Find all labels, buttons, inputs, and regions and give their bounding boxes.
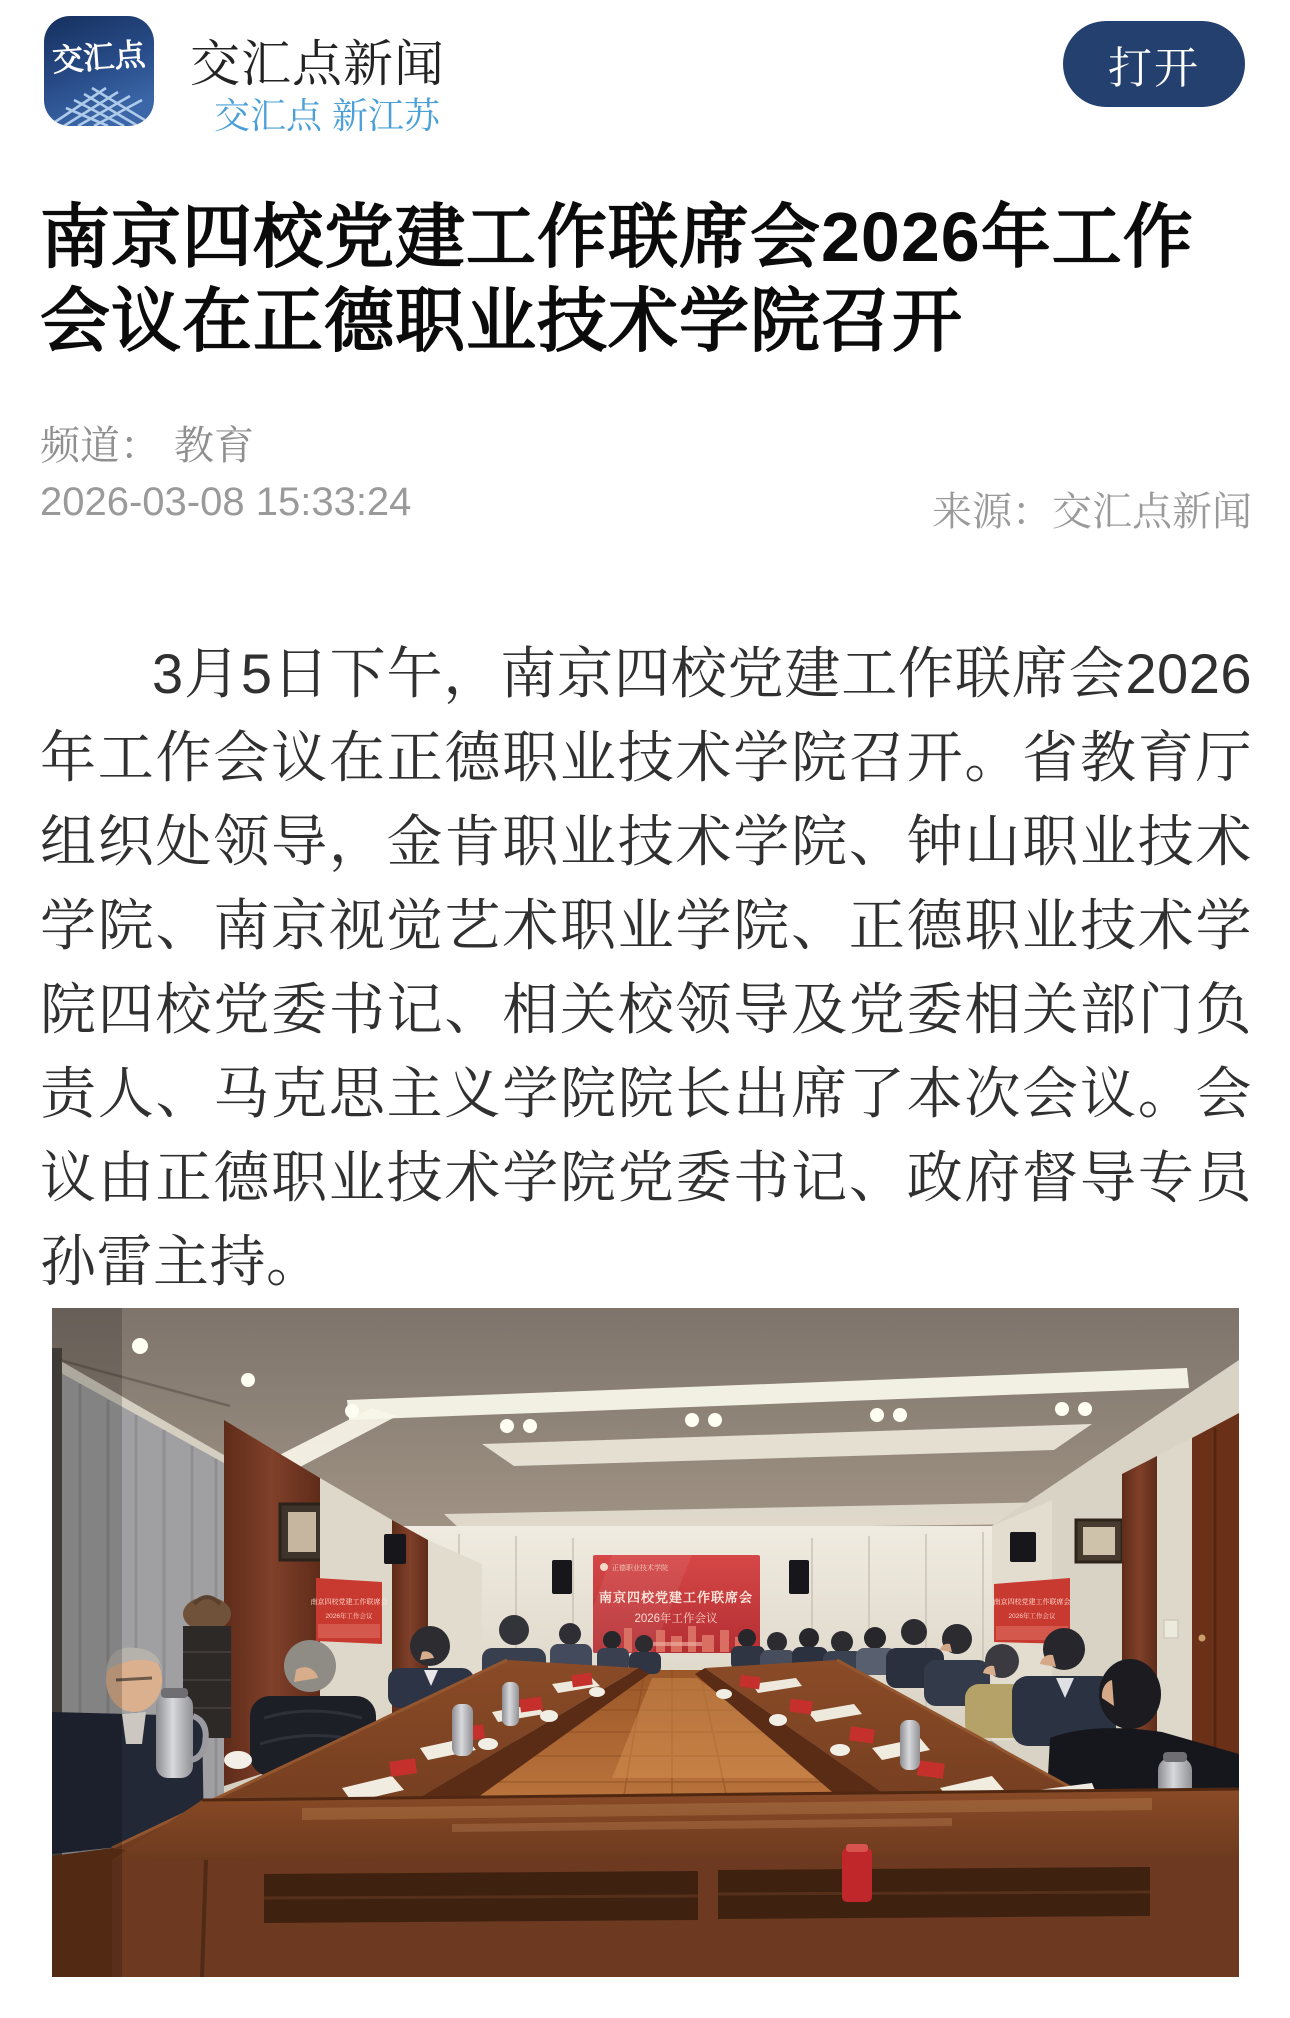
open-app-button[interactable]: 打开 <box>1063 21 1245 107</box>
thermos <box>156 1694 193 1778</box>
thermos <box>452 1704 473 1756</box>
app-icon-text: 交汇点 <box>51 36 147 79</box>
side-banner-left <box>311 1578 388 1644</box>
thermos <box>900 1720 920 1770</box>
channel-label: 频道： <box>40 424 160 468</box>
light-switch <box>1164 1620 1178 1638</box>
foreground-desk <box>112 1789 1239 1977</box>
bag-on-cabinet <box>183 1597 231 1631</box>
article-source: 来源：交汇点新闻 <box>932 490 1252 534</box>
channel-value[interactable]: 教育 <box>174 424 254 468</box>
speaker-left-wall <box>384 1534 406 1564</box>
channel-row <box>40 414 254 471</box>
article-body: 3月5日下午，南京四校党建工作联席会2026年工作会议在正德职业技术学院召开。省教育厅组织处领导，金肯职业技术学院、钟山职业技术学院、南京视觉艺术职业学院、正德职业技术学院四校党委书记、相关校领导及党委相关部门负责人、马克思主义学院院长出席了本次会议。会议由正德职业技术学院党委书记、政府督导专员孙雷主持。 <box>40 642 1252 1293</box>
svg-text:南京四校党建工作联席会: 南京四校党建工作联席会 <box>310 1599 388 1606</box>
svg-text:2026年工作会议: 2026年工作会议 <box>1008 1613 1056 1620</box>
article-meta-row <box>40 480 1252 537</box>
screen-title-line1: 南京四校党建工作联席会 <box>598 1590 754 1605</box>
article-title: 南京四校党建工作联席会2026年工作会议在正德职业技术学院召开 <box>40 197 1194 360</box>
speaker-right-wall <box>1010 1532 1036 1562</box>
speaker-left-of-screen <box>552 1560 572 1594</box>
app-header-bar <box>0 0 1290 140</box>
photo-vignette <box>52 1308 122 1977</box>
screen-logo-text: 正德职业技术学院 <box>612 1565 668 1572</box>
publish-time: 2026-03-08 15:33:24 <box>40 480 412 524</box>
thermos <box>502 1682 519 1726</box>
screen-title-line2: 2026年工作会议 <box>634 1613 718 1625</box>
svg-text:南京四校党建工作联席会: 南京四校党建工作联席会 <box>993 1599 1071 1606</box>
app-name: 交汇点新闻 <box>190 36 445 92</box>
red-mug <box>842 1848 872 1902</box>
speaker-right-of-screen <box>789 1560 809 1594</box>
article-photo[interactable] <box>52 1308 1239 1977</box>
svg-text:2026年工作会议: 2026年工作会议 <box>325 1613 373 1620</box>
app-subtitle: 交汇点 新江苏 <box>214 95 441 136</box>
app-logo-icon[interactable] <box>44 16 154 126</box>
